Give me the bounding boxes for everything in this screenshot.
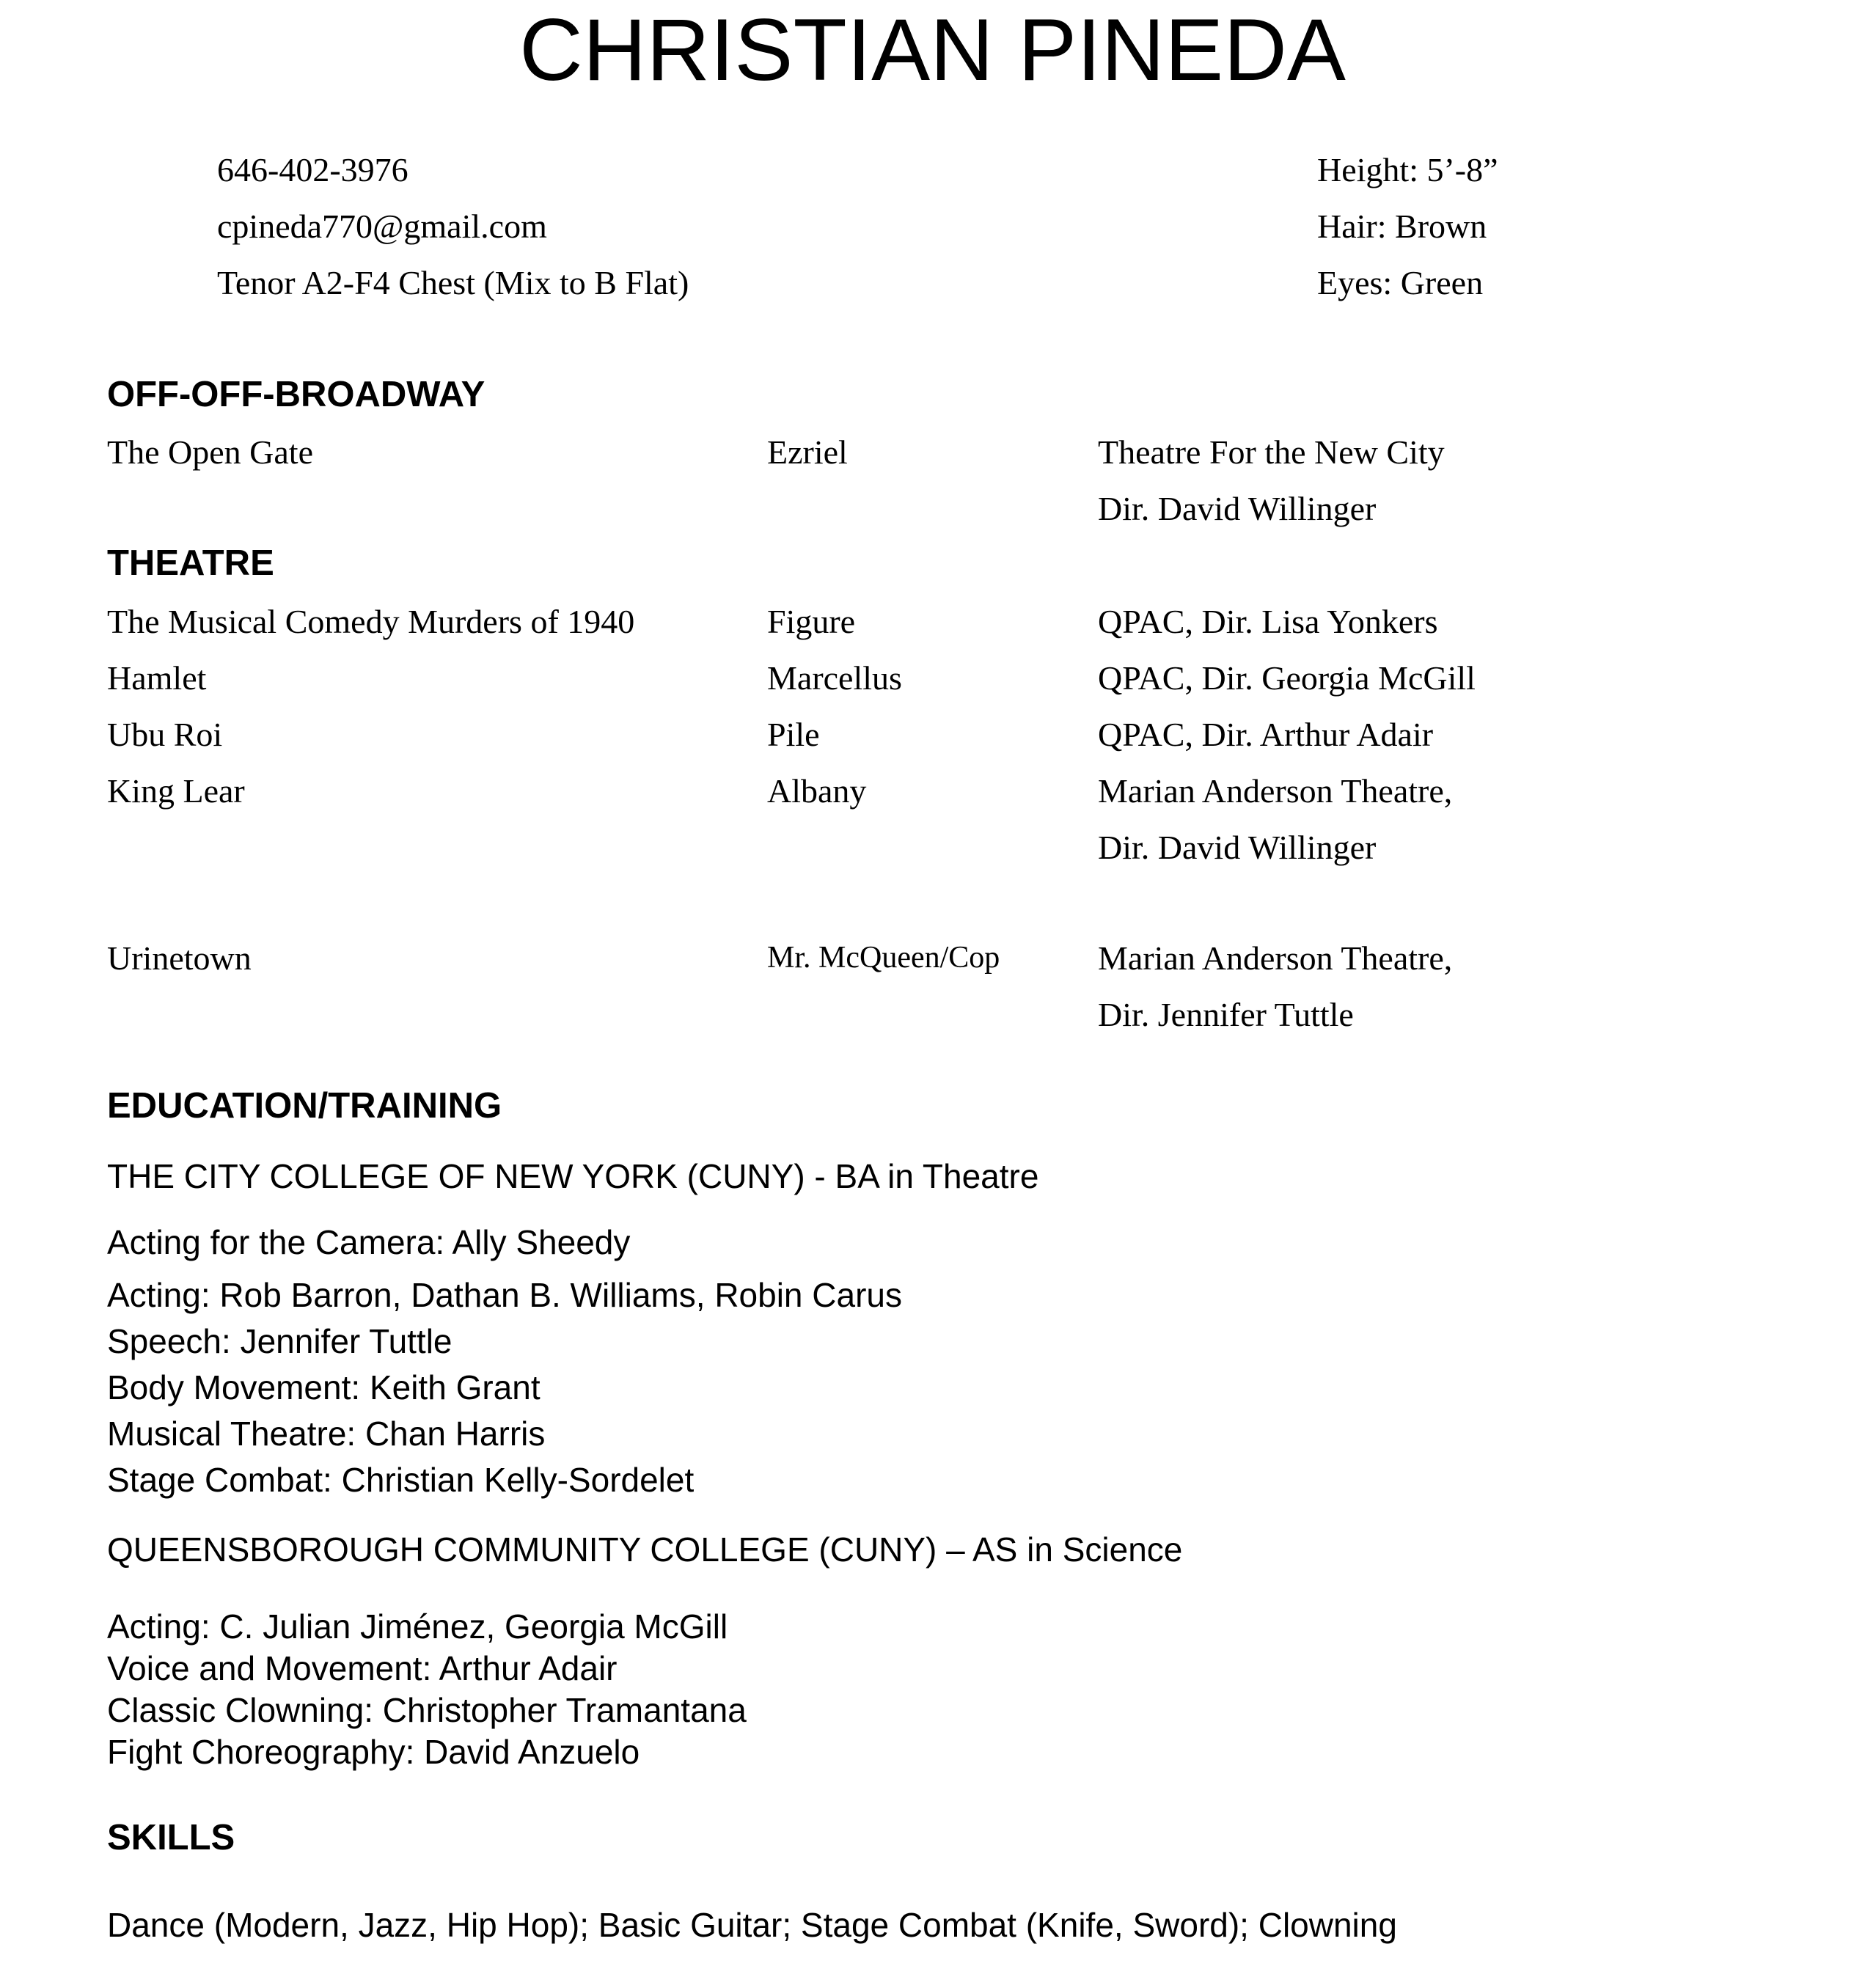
credit-row-continued [0,480,1865,539]
credit-role: Pile [767,716,820,753]
training-item: Voice and Movement: Arthur Adair [107,1649,618,1687]
credit-row [0,763,1865,821]
credit-show: King Lear [107,772,245,810]
credit-venue: Marian Anderson Theatre, [1098,772,1453,810]
credit-show: Ubu Roi [107,716,223,753]
credit-row [0,650,1865,708]
training-item: Classic Clowning: Christopher Tramantana [107,1691,747,1729]
physical-stats [1317,142,1498,311]
training-item: Speech: Jennifer Tuttle [107,1322,452,1360]
credit-show: Hamlet [107,659,207,697]
training-item: Acting for the Camera: Ally Sheedy [107,1223,631,1261]
credit-role: Marcellus [767,659,902,697]
training-item: Stage Combat: Christian Kelly-Sordelet [107,1461,695,1499]
height-stat: Height: 5’-8” [1317,151,1498,188]
school-ccny: THE CITY COLLEGE OF NEW YORK (CUNY) - BA in Theatre [107,1157,1039,1195]
training-item: Musical Theatre: Chan Harris [107,1415,546,1453]
credit-venue: Theatre For the New City [1098,433,1445,471]
resume-name: CHRISTIAN PINEDA [519,1,1346,99]
credit-director: Dir. David Willinger [1098,490,1377,527]
credit-row [0,706,1865,765]
credit-director: Dir. Jennifer Tuttle [1098,996,1354,1033]
credit-show: Urinetown [107,939,252,977]
section-heading-skills: SKILLS [107,1818,235,1857]
credit-row [0,593,1865,652]
credit-role: Ezriel [767,433,848,471]
credit-venue: QPAC, Dir. Lisa Yonkers [1098,603,1438,640]
qcc-training-list [107,1606,747,1773]
credit-row-continued [0,986,1865,1045]
hair-stat: Hair: Brown [1317,208,1487,245]
eyes-stat: Eyes: Green [1317,264,1484,301]
credit-director: Dir. David Willinger [1098,829,1377,866]
skills-list: Dance (Modern, Jazz, Hip Hop); Basic Guitar; Stage Combat (Knife, Sword); Clowning [107,1906,1397,1944]
credit-venue: Marian Anderson Theatre, [1098,939,1453,977]
ccny-training-list [107,1272,902,1503]
phone-number: 646-402-3976 [217,151,408,188]
credit-row [0,424,1865,483]
contact-info [217,142,689,311]
voice-type: Tenor A2-F4 Chest (Mix to B Flat) [217,264,689,301]
credit-role: Albany [767,772,867,810]
section-heading-education: EDUCATION/TRAINING [107,1086,502,1126]
training-item: Fight Choreography: David Anzuelo [107,1733,640,1771]
credit-show: The Open Gate [107,433,313,471]
credit-row [0,930,1865,989]
credit-show: The Musical Comedy Murders of 1940 [107,603,635,640]
credit-role: Figure [767,603,856,640]
credit-venue: QPAC, Dir. Arthur Adair [1098,716,1434,753]
section-heading-off-off-broadway: OFF-OFF-BROADWAY [107,375,486,414]
training-item: Body Movement: Keith Grant [107,1368,541,1406]
training-item: Acting: Rob Barron, Dathan B. Williams, Robin Carus [107,1276,902,1314]
section-heading-theatre: THEATRE [107,543,274,583]
training-item: Acting: C. Julian Jiménez, Georgia McGill [107,1607,728,1646]
email-address: cpineda770@gmail.com [217,208,547,245]
credit-row-continued [0,819,1865,878]
credit-role: Mr. McQueen/Cop [767,941,1000,975]
credit-venue: QPAC, Dir. Georgia McGill [1098,659,1476,697]
school-qcc: QUEENSBOROUGH COMMUNITY COLLEGE (CUNY) – AS in Science [107,1530,1183,1569]
